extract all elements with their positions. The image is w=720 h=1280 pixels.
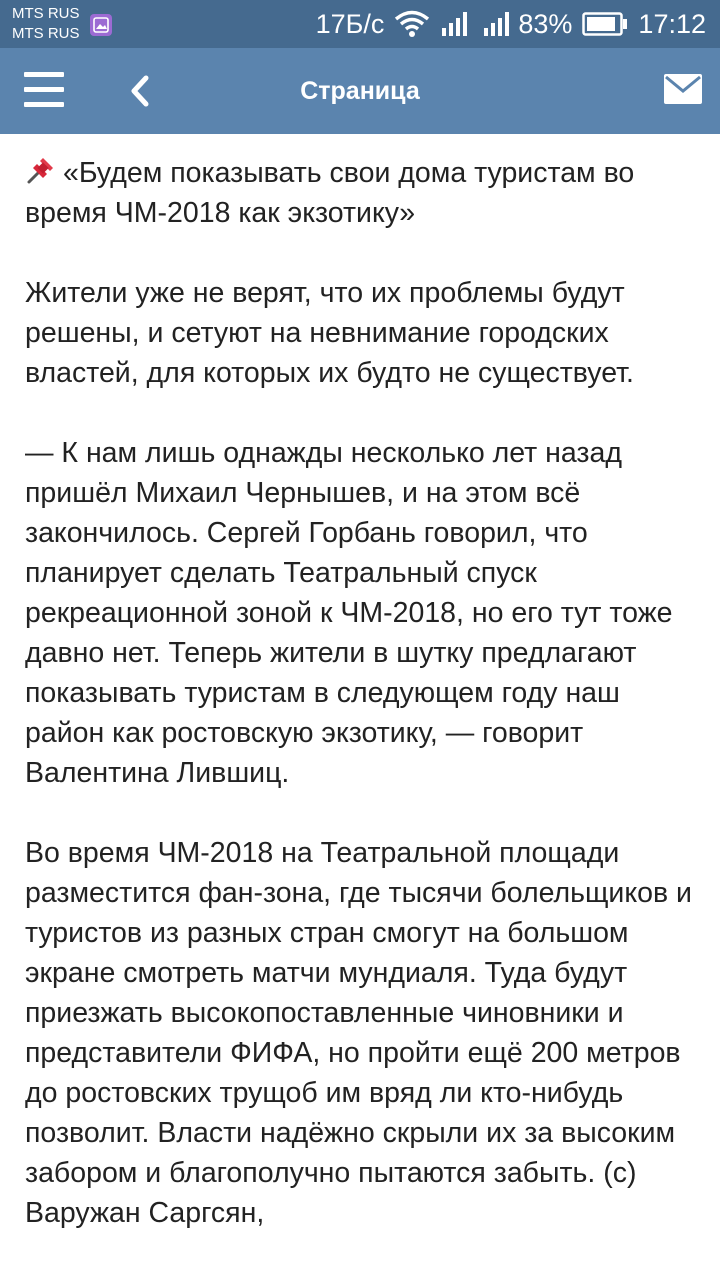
- top-app-bar: [0, 48, 720, 134]
- article-paragraph: Во время ЧМ-2018 на Театральной площади разместится фан-зона, где тысячи болельщиков и туристов из разных стран смогут на большом экране смотреть матчи мундиаля. Туда будут приезжать высокопоставленные чиновники и представители ФИФА, но пройти ещё 200 метров до ростовских трущоб им вряд ли кто-нибудь позволит. Власти надёжно скрыли их за высоким забором и благополучно пытаются забыть. (с) Варужан Саргсян,: [25, 837, 692, 1229]
- article-body: [25, 153, 705, 1273]
- signal-icon-sim1: [440, 10, 472, 38]
- carrier-labels: [12, 4, 80, 44]
- carrier-2: MTS RUS: [12, 25, 80, 42]
- clock: 17:12: [638, 8, 706, 39]
- page-title: Страница: [300, 77, 420, 105]
- status-indicators: [316, 0, 706, 48]
- wifi-icon: [394, 10, 430, 38]
- battery-percent: 83%: [518, 8, 573, 39]
- battery-icon: [582, 12, 628, 36]
- hamburger-menu-icon[interactable]: [24, 72, 64, 110]
- back-button[interactable]: [124, 72, 158, 110]
- pushpin-icon: [25, 154, 57, 186]
- status-bar: [0, 0, 720, 48]
- article-paragraph: Жители уже не верят, что их проблемы будут решены, и сетуют на невнимание городских властей, для которых их будто не существует.: [25, 277, 634, 389]
- signal-icon-sim2: [482, 10, 514, 38]
- article-paragraph: «Будем показывать свои дома туристам во время ЧМ-2018 как экзотику»: [25, 153, 705, 233]
- envelope-icon: [664, 74, 702, 104]
- article-paragraph: — К нам лишь однажды несколько лет назад пришёл Михаил Чернышев, и на этом всё закончилось. Сергей Горбань говорил, что планирует сделать Театральный спуск рекреационной зоной к ЧМ-2018, но его тут тоже давно нет. Теперь жители в шутку предлагают показывать туристам в следующем году наш район как ростовскую экзотику, — говорит Валентина Лившиц.: [25, 437, 673, 789]
- gallery-notification-icon: [90, 14, 112, 36]
- chevron-left-icon: [124, 72, 158, 110]
- mail-button[interactable]: [664, 74, 702, 104]
- carrier-1: MTS RUS: [12, 5, 80, 22]
- network-speed: 17Б/с: [315, 8, 385, 39]
